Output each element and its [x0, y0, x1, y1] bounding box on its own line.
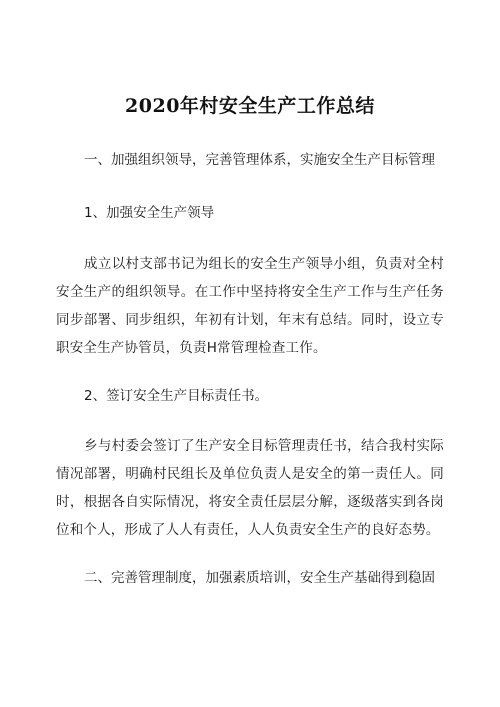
section-heading-1: 一、加强组织领导，完善管理体系，实施安全生产目标管理: [84, 152, 435, 168]
document-title: 2020年村安全生产工作总结: [125, 95, 375, 117]
subsection-heading-2: 2、签订安全生产目标责任书。: [84, 388, 269, 404]
subsection-heading-1: 1、加强安全生产领导: [84, 205, 215, 221]
paragraph-2: 乡与村委会签订了生产安全目标管理责任书，结合我村实际情况部署，明确村民组长及单位负责人是安全的第一责任人。同时，根据各自实际情况，将安全责任层层分解，逐级落实到各岗位和个人，形成了人人有责任，人人负责安全生产的良好态势。: [56, 438, 444, 538]
section-heading-2: 二、完善管理制度，加强素质培训，安全生产基础得到稳固: [84, 570, 435, 586]
paragraph-1: 成立以村支部书记为组长的安全生产领导小组，负责对全村安全生产的组织领导。在工作中坚持将安全生产工作与生产任务同步部署、同步组织，年初有计划，年末有总结。同时，设立专职安全生产协管员，负责H常管理检查工作。: [56, 256, 444, 356]
